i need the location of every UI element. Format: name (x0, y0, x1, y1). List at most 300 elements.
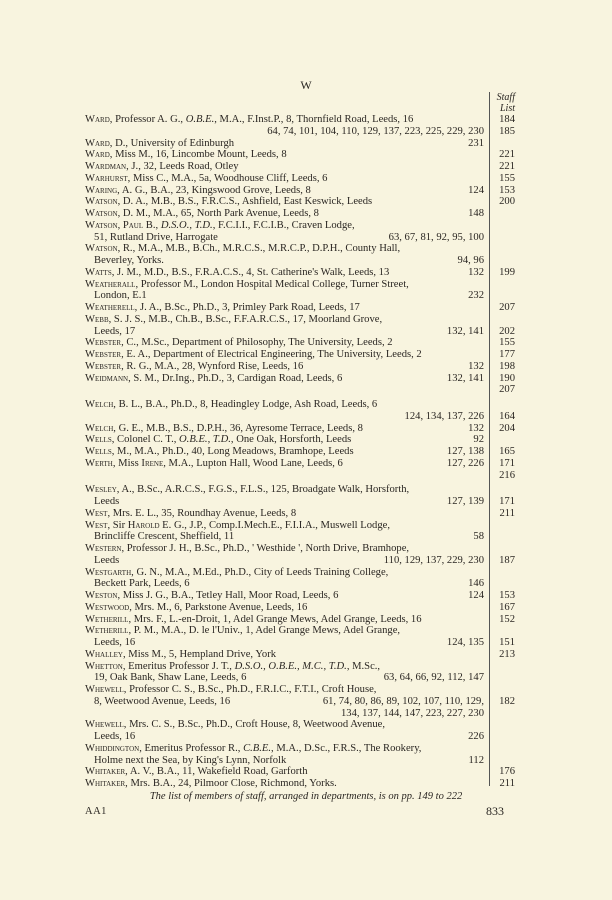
entry-detail: B., (143, 219, 161, 231)
surname-smallcaps: Webb (85, 313, 109, 325)
page-references: 92 (473, 434, 484, 446)
page-references: 58 (473, 531, 484, 543)
surname-smallcaps: Weston (85, 590, 118, 601)
entry-text (85, 543, 409, 555)
entry-detail: , C., M.Sc., Department of Philosophy, The University, Leeds, 2 (121, 337, 393, 349)
entry-line (85, 778, 515, 790)
page-references: 232 (468, 290, 484, 302)
surname-smallcaps: Wetherill (85, 613, 129, 625)
surname-smallcaps: Wetherill (85, 625, 129, 637)
surname-smallcaps: Watson (85, 243, 118, 255)
entry-detail: , J., 32, Leeds Road, Otley (126, 161, 239, 172)
honours-italic: D.S.O., O.B.E., M.C., T.D. (234, 660, 347, 672)
staff-list-page: 199 (499, 266, 515, 278)
index-entry (85, 508, 515, 520)
entry-detail: , Mrs. E. L., 35, Roundhay Avenue, Leeds, 8 (107, 507, 297, 519)
staff-list-page: 202 (499, 325, 515, 337)
index-entry (85, 302, 515, 314)
page-references: 231 (468, 137, 484, 149)
entry-detail: , M.A., Lupton Hall, Wood Lane, Leeds, 6 (163, 457, 343, 469)
staff-header-line-1: Staff (496, 92, 515, 103)
page-references: 124 (468, 184, 484, 196)
index-entry (85, 149, 515, 161)
surname-smallcaps: Western (85, 543, 122, 554)
entry-text (85, 399, 377, 411)
entry-line (85, 602, 515, 614)
entry-text (85, 373, 342, 385)
entry-detail: , Professor J. H., B.Sc., Ph.D., ' Westhide ', North Drive, Bramhope, (121, 543, 410, 554)
entry-text (85, 625, 400, 637)
index-entry (85, 220, 515, 244)
entry-detail: , Professor M., London Hospital Medical College, Turner Street, (135, 278, 409, 290)
staff-list-page: 164 (499, 410, 515, 422)
index-entry (85, 361, 515, 373)
page-references: 63, 67, 81, 92, 95, 100 (388, 231, 484, 243)
page-references: 132, 141 (446, 372, 484, 384)
index-entry (85, 373, 515, 397)
staff-header-line-2: List (499, 103, 515, 114)
entry-line (85, 161, 515, 173)
entry-line (85, 731, 515, 743)
surname-smallcaps: Ward (85, 149, 110, 161)
entry-text (85, 279, 409, 291)
index-entry (85, 337, 515, 349)
page-references: 124, 135 (446, 637, 484, 648)
surname-smallcaps: Whetton (85, 660, 123, 672)
entry-detail: , G. E., M.B., B.S., D.P.H., 36, Ayresome Terrace, Leeds, 8 (113, 422, 363, 434)
entry-line (85, 543, 515, 555)
entry-line (85, 484, 515, 496)
entry-text (85, 649, 276, 661)
page-references: 127, 139 (446, 496, 484, 507)
entry-detail: , R. G., M.A., 28, Wynford Rise, Leeds, 16 (121, 360, 304, 372)
staff-list-page: 152 (499, 613, 515, 625)
honours-italic: D.S.O., T.D. (160, 219, 213, 231)
staff-list-page: 190 (499, 372, 515, 384)
entry-detail: , Emeritus Professor J. T., (122, 660, 235, 672)
entry-detail: , Professor A. G., (109, 114, 186, 125)
index-entry (85, 185, 515, 197)
entry-detail: , Mrs. F., L.-en-Droit, 1, Adel Grange Mews, Adel Grange, Leeds, 16 (128, 613, 422, 625)
entry-line (85, 138, 515, 150)
page-number: 833 (486, 804, 504, 818)
entry-line (85, 220, 515, 232)
entry-line (85, 755, 515, 767)
entry-text (85, 173, 327, 185)
surname-smallcaps: Ward (85, 114, 110, 125)
entry-line (85, 684, 515, 696)
entry-line (85, 649, 515, 661)
entry-text (85, 719, 385, 731)
entry-text (85, 520, 390, 532)
entry-detail: Leeds, 17 (94, 325, 136, 337)
staff-list-page: 171 (499, 457, 515, 469)
surname-smallcaps: Watts (85, 266, 112, 278)
index-entry (85, 423, 515, 435)
entry-detail: , G. N., M.A., M.Ed., Ph.D., City of Leeds Training College, (131, 566, 389, 578)
staff-list-page: 216 (499, 469, 515, 481)
entry-text (85, 243, 400, 255)
entry-text (85, 614, 422, 626)
entry-line (85, 149, 515, 161)
page-references: 148 (468, 208, 484, 219)
entry-detail: , Mrs. M., 6, Parkstone Avenue, Leeds, 16 (129, 601, 308, 613)
entry-detail: Beckett Park, Leeds, 6 (94, 578, 190, 590)
index-entry (85, 778, 515, 790)
surname-smallcaps: Ward (85, 137, 110, 149)
entry-line (85, 434, 515, 446)
entry-detail: , B. L., B.A., Ph.D., 8, Headingley Lodge, Ash Road, Leeds, 6 (113, 399, 378, 410)
page-references: 63, 64, 66, 92, 112, 147 (383, 672, 484, 684)
entry-detail: , J. M., M.D., B.S., F.R.A.C.S., 4, St. Catherine's Walk, Leeds, 13 (111, 266, 390, 278)
surname-smallcaps: Warhurst (85, 172, 128, 184)
staff-list-page: 165 (499, 446, 515, 457)
entry-line (85, 267, 515, 279)
entry-line (85, 384, 515, 396)
entry-detail: , Miss C., M.A., 5a, Woodhouse Cliff, Leeds, 6 (127, 172, 328, 184)
surname-smallcaps: Weatherell (85, 302, 135, 313)
staff-list-page: 153 (499, 184, 515, 196)
page-references: 64, 74, 101, 104, 110, 129, 137, 223, 225, 229, 230 (267, 125, 484, 137)
entry-text (94, 578, 190, 590)
entry-line (85, 373, 515, 385)
entry-text (85, 314, 382, 326)
entry-detail: , Miss J. G., B.A., Tetley Hall, Moor Road, Leeds, 6 (117, 590, 339, 601)
page-references: 127, 138 (446, 446, 484, 457)
surname-smallcaps: Wardman (85, 161, 127, 172)
entry-detail: Brincliffe Crescent, Sheffield, 11 (94, 531, 235, 543)
entry-text (94, 255, 164, 267)
entry-detail: , M.Sc., (346, 660, 381, 672)
entry-detail: , Mrs. B.A., 24, Pilmoor Close, Richmond, Yorks. (125, 778, 337, 789)
index-entry (85, 567, 515, 591)
index-entry (85, 625, 515, 649)
entry-detail: , D. M., M.A., 65, North Park Avenue, Leeds, 8 (117, 208, 319, 219)
entry-text (85, 423, 363, 435)
entry-detail: , Miss M., 16, Lincombe Mount, Leeds, 8 (109, 149, 287, 161)
entry-text (94, 232, 218, 244)
staff-list-column-header (490, 92, 515, 114)
entry-detail: , Mrs. C. S., B.Sc., Ph.D., Croft House, 8, Weetwood Avenue, (123, 719, 386, 731)
surname-smallcaps: Westwood (85, 601, 130, 613)
index-entry (85, 208, 515, 220)
entry-line (85, 114, 515, 126)
surname-smallcaps: Watson (85, 208, 118, 219)
index-entry (85, 543, 515, 567)
staff-list-page: 187 (499, 554, 515, 566)
page-references: 127, 226 (446, 457, 484, 469)
entry-line (85, 672, 515, 684)
entry-line (85, 766, 515, 778)
entry-text (85, 196, 372, 208)
entry-text (85, 446, 354, 458)
surname-smallcaps: Wells (85, 434, 112, 446)
entry-detail: , M.A., F.Inst.P., 8, Thornfield Road, Leeds, 16 (214, 114, 414, 125)
staff-list-page: 184 (499, 114, 515, 125)
entry-line (85, 637, 515, 649)
entry-line (85, 743, 515, 755)
surname-smallcaps: Paul (122, 219, 144, 231)
page-references: 94, 96 (457, 255, 484, 266)
page-references: 132 (468, 360, 484, 372)
entry-text (85, 337, 393, 349)
entry-line (85, 326, 515, 338)
entry-line (85, 399, 515, 411)
entry-detail: 19, Oak Bank, Shaw Lane, Leeds, 6 (94, 672, 247, 684)
entry-text (85, 434, 351, 446)
entry-line (85, 446, 515, 458)
surname-smallcaps: Harold (127, 519, 160, 531)
entry-text (85, 743, 421, 755)
page-references: 132 (468, 266, 484, 278)
surname-smallcaps: Webster (85, 360, 122, 372)
entry-text (85, 185, 311, 197)
page-references: 110, 129, 137, 229, 230 (383, 554, 484, 566)
entry-detail: , M.A., D.Sc., F.R.S., The Rookery, (271, 742, 422, 754)
entry-text (85, 361, 303, 373)
entry-text (85, 602, 307, 614)
entry-text (85, 267, 389, 279)
index-entry (85, 719, 515, 743)
entry-detail: , S. J. S., M.B., Ch.B., B.Sc., F.F.A.R.C.S., 17, Moorland Grove, (108, 313, 383, 325)
staff-list-page: 177 (499, 349, 515, 360)
entry-line (85, 185, 515, 197)
staff-list-page: 176 (499, 766, 515, 778)
staff-list-page: 182 (499, 695, 515, 707)
entry-detail: , E. A., Department of Electrical Engineering, The University, Leeds, 2 (121, 349, 422, 360)
entry-detail: , (117, 219, 123, 231)
index-entry (85, 279, 515, 303)
entry-line (85, 614, 515, 626)
entry-line (85, 590, 515, 602)
entry-line (85, 531, 515, 543)
entry-detail: , Miss M., 5, Hempland Drive, York (123, 648, 277, 660)
staff-list-page: 204 (499, 422, 515, 434)
entry-text (85, 458, 343, 470)
entry-text (85, 220, 355, 232)
entry-text (94, 731, 135, 743)
entry-detail: , F.C.I.I., F.C.I.B., Craven Lodge, (212, 219, 355, 231)
index-entry (85, 196, 515, 208)
surname-smallcaps: Whitaker (85, 778, 126, 789)
page-references: 134, 137, 144, 147, 223, 227, 230 (340, 707, 484, 719)
surname-smallcaps: West (85, 519, 108, 531)
entry-text (85, 149, 287, 161)
page-references: 132, 141 (446, 325, 484, 337)
index-entry (85, 173, 515, 185)
entry-detail: Leeds, 16 (94, 637, 136, 648)
staff-list-page: 221 (499, 149, 515, 161)
entry-line (85, 290, 515, 302)
staff-list-page: 211 (499, 778, 515, 789)
entry-line (85, 458, 515, 470)
index-entry (85, 661, 515, 685)
entry-text (85, 778, 337, 790)
surname-smallcaps: Westgarth (85, 566, 132, 578)
entry-line (85, 423, 515, 435)
entry-text (85, 567, 388, 579)
surname-smallcaps: Webster (85, 349, 122, 360)
entry-detail: , D. A., M.B., B.S., F.R.C.S., Ashfield, East Keswick, Leeds (117, 196, 373, 208)
staff-list-page: 221 (499, 161, 515, 172)
surname-smallcaps: Welch (85, 422, 114, 434)
index-entry (85, 520, 515, 544)
entry-detail: , R., M.A., M.B., B.Ch., M.R.C.S., M.R.C.P., D.P.H., County Hall, (117, 243, 401, 255)
entry-line (85, 555, 515, 567)
surname-smallcaps: Whiddington (85, 742, 140, 754)
entry-text (85, 138, 234, 150)
surname-smallcaps: West (85, 507, 108, 519)
index-entry (85, 399, 515, 423)
entry-text (94, 496, 119, 508)
surname-smallcaps: Whewell (85, 719, 124, 731)
entry-text (85, 766, 308, 778)
entry-detail: , P. M., M.A., D. le l'Univ., 1, Adel Grange Mews, Adel Grange, (128, 625, 401, 637)
entry-text (94, 326, 135, 338)
entry-line (85, 173, 515, 185)
staff-list-page: 171 (499, 496, 515, 507)
entry-detail: , Emeritus Professor R., (139, 742, 244, 754)
entry-line (85, 255, 515, 267)
staff-list-page: 200 (499, 196, 515, 208)
index-entry (85, 458, 515, 482)
staff-list-page: 207 (499, 302, 515, 313)
honours-italic: O.B.E. (185, 114, 215, 125)
surname-smallcaps: Whalley (85, 648, 123, 660)
entry-text (85, 161, 239, 173)
page-references: 226 (468, 731, 484, 742)
entry-text (85, 661, 380, 673)
surname-smallcaps: Weidmann (85, 372, 129, 384)
page-references: 146 (468, 578, 484, 590)
entry-detail: , S. M., Dr.Ing., Ph.D., 3, Cardigan Road, Leeds, 6 (128, 372, 343, 384)
entry-text (85, 114, 413, 126)
entry-text (94, 672, 246, 684)
entry-detail: Leeds (94, 496, 120, 507)
entry-line (85, 508, 515, 520)
index-entry (85, 446, 515, 458)
entry-line (85, 719, 515, 731)
surname-smallcaps: Whewell (85, 684, 124, 695)
entry-text (85, 590, 338, 602)
name-address-index (85, 114, 515, 790)
page-references: 61, 74, 80, 86, 89, 102, 107, 110, 129, (322, 695, 484, 707)
entry-text (85, 208, 319, 220)
staff-list-page: 207 (499, 384, 515, 396)
index-entry (85, 161, 515, 173)
entry-line (85, 625, 515, 637)
entry-detail: , Colonel C. T., (111, 434, 180, 446)
entry-text (94, 290, 147, 302)
entry-line (85, 578, 515, 590)
staff-list-page: 185 (499, 125, 515, 137)
page-references: 132 (468, 422, 484, 434)
staff-list-page: 167 (499, 601, 515, 613)
page-references: 124, 134, 137, 226 (404, 410, 484, 422)
index-entry (85, 243, 515, 267)
surname-smallcaps: Werth (85, 457, 113, 469)
entry-detail: , A. G., B.A., 23, Kingswood Grove, Leeds, 8 (117, 184, 311, 196)
index-entry (85, 267, 515, 279)
entry-detail: Leeds (94, 554, 120, 566)
entry-line (85, 126, 515, 138)
surname-smallcaps: Watson (85, 196, 118, 208)
entry-line (85, 496, 515, 508)
honours-italic: O.B.E., T.D. (179, 434, 231, 446)
surname-smallcaps: Watson (85, 219, 118, 231)
entry-line (85, 361, 515, 373)
entry-detail: , A. V., B.A., 11, Wakefield Road, Garforth (125, 766, 308, 778)
entry-detail: , J. A., B.Sc., Ph.D., 3, Primley Park Road, Leeds, 17 (134, 302, 360, 313)
entry-line (85, 470, 515, 482)
entry-detail: , Miss (112, 457, 142, 469)
entry-text (85, 684, 376, 696)
index-entry (85, 649, 515, 661)
index-entry (85, 602, 515, 614)
index-entry (85, 314, 515, 338)
entry-text (85, 484, 409, 496)
staff-list-page: 211 (499, 507, 515, 519)
index-entry (85, 743, 515, 767)
entry-detail: , Professor C. S., B.Sc., Ph.D., F.R.I.C., F.T.I., Croft House, (123, 684, 377, 695)
entry-text (85, 302, 360, 314)
surname-smallcaps: Webster (85, 337, 122, 349)
entry-text (94, 555, 119, 567)
entry-detail: Holme next the Sea, by King's Lynn, Norfolk (94, 754, 287, 766)
surname-smallcaps: Weatherall (85, 278, 136, 290)
entry-line (85, 567, 515, 579)
printer-signature-mark: AA1 (85, 806, 107, 817)
entry-line (85, 337, 515, 349)
staff-list-page: 155 (499, 337, 515, 349)
staff-list-page: 198 (499, 360, 515, 372)
entry-text (94, 755, 286, 767)
entry-detail: 8, Weetwood Avenue, Leeds, 16 (94, 695, 231, 707)
index-entry (85, 114, 515, 138)
entry-line (85, 243, 515, 255)
footnote: The list of members of staff, arranged in departments, is on pp. 149 to 222 (149, 791, 463, 802)
entry-detail: E. G., J.P., Comp.I.Mech.E., F.I.I.A., Muswell Lodge, (159, 519, 390, 531)
staff-list-page: 155 (499, 172, 515, 184)
entry-line (85, 708, 515, 720)
entry-detail: Beverley, Yorks. (94, 255, 164, 266)
entry-detail: London, E.1 (94, 290, 147, 302)
entry-detail: Leeds, 16 (94, 731, 136, 742)
entry-line (85, 661, 515, 673)
index-entry (85, 434, 515, 446)
entry-line (85, 279, 515, 291)
index-entry (85, 590, 515, 602)
surname-smallcaps: Waring (85, 184, 118, 196)
entry-line (85, 314, 515, 326)
entry-text (94, 696, 230, 708)
entry-text (94, 637, 135, 649)
entry-line (85, 232, 515, 244)
entry-detail: , One Oak, Horsforth, Leeds (230, 434, 352, 446)
entry-detail: 51, Rutland Drive, Harrogate (94, 231, 218, 243)
entry-line (85, 411, 515, 423)
entry-detail: , D., University of Edinburgh (109, 137, 235, 149)
staff-list-page: 151 (499, 637, 515, 648)
staff-list-page: 213 (499, 648, 515, 660)
entry-detail: , Sir (107, 519, 128, 531)
surname-smallcaps: Wesley (85, 484, 117, 496)
index-entry (85, 138, 515, 150)
section-letter-heading: W (300, 78, 312, 92)
index-entry (85, 766, 515, 778)
entry-detail: , A., B.Sc., A.R.C.S., F.G.S., F.L.S., 125, Broadgate Walk, Horsforth, (116, 484, 410, 496)
surname-smallcaps: Welch (85, 399, 114, 410)
